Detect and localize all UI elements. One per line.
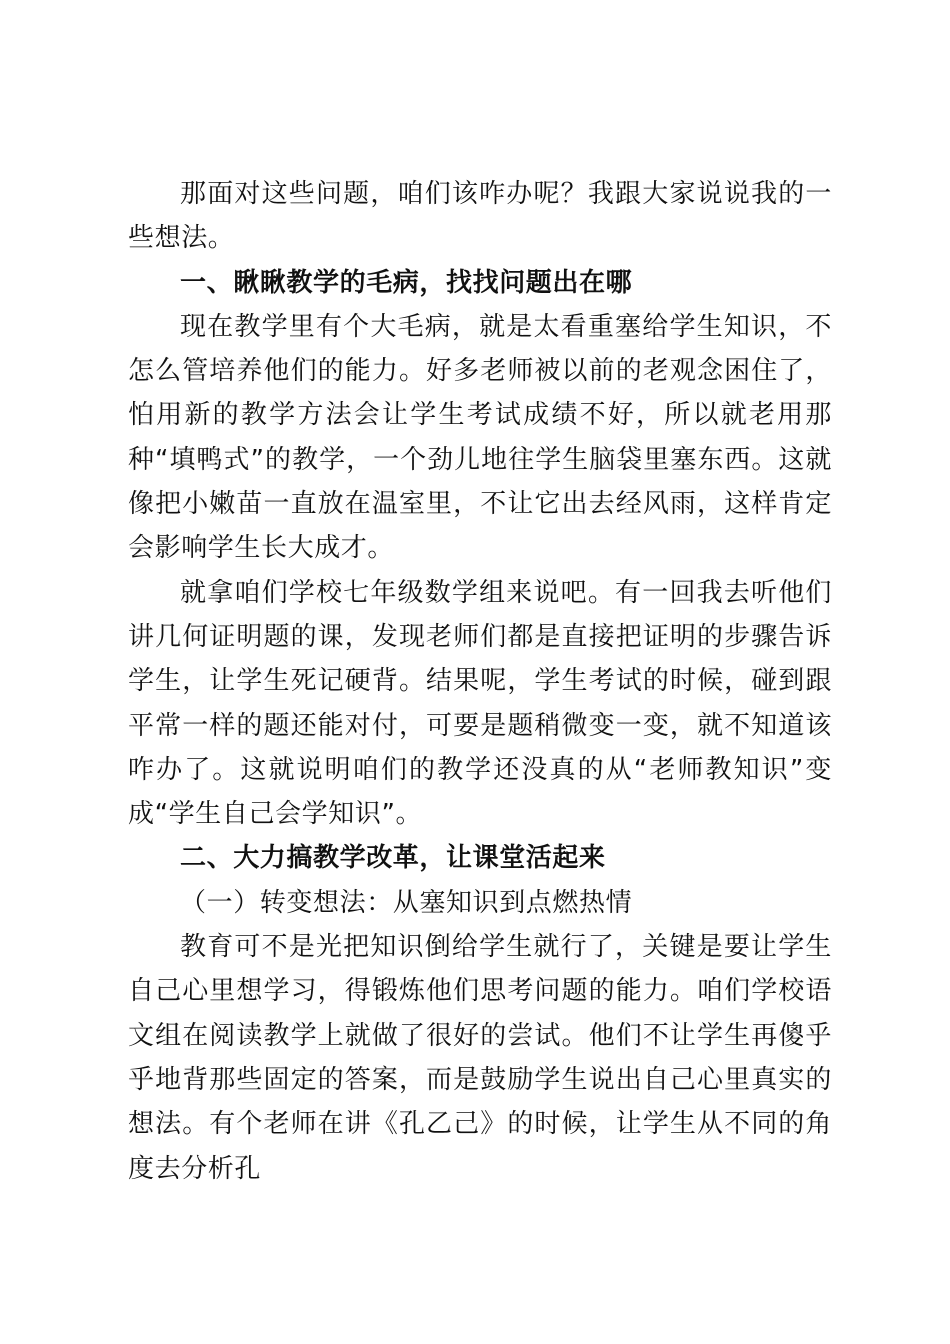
paragraph-chinese-example: 教育可不是光把知识倒给学生就行了，关键是要让学生自己心里想学习，得锻炼他们思考问题的能力。咱们学校语文组在阅读教学上就做了很好的尝试。他们不让学生再傻乎乎地背那些固定的答案，而是鼓励学生说出自己心里真实的想法。有个老师在讲《孔乙己》的时候，让学生从不同的角度去分析孔	[128, 932, 832, 1184]
section-heading-1: 一、瞅瞅教学的毛病，找找问题出在哪	[180, 267, 633, 298]
document-body	[128, 172, 832, 1191]
paragraph-intro: 那面对这些问题，咱们该咋办呢？我跟大家说说我的一些想法。	[128, 179, 832, 254]
paragraph-problem: 现在教学里有个大毛病，就是太看重塞给学生知识，不怎么管培养他们的能力。好多老师被以前的老观念困住了，怕用新的教学方法会让学生考试成绩不好，所以就老用那种“填鸭式”的教学，一个劲儿地往学生脑袋里塞东西。这就像把小嫩苗一直放在温室里，不让它出去经风雨，这样肯定会影响学生长大成才。	[128, 311, 832, 564]
subsection-heading-2-1: （一）转变想法：从塞知识到点燃热情	[180, 887, 633, 918]
section-heading-2: 二、大力搞教学改革，让课堂活起来	[180, 843, 606, 874]
paragraph-math-example: 就拿咱们学校七年级数学组来说吧。有一回我去听他们讲几何证明题的课，发现老师们都是直接把证明的步骤告诉学生，让学生死记硬背。结果呢，学生考试的时候，碰到跟平常一样的题还能对付，可要是题稍微变一变，就不知道该咋办了。这就说明咱们的教学还没真的从“老师教知识”变成“学生自己会学知识”。	[128, 577, 832, 830]
